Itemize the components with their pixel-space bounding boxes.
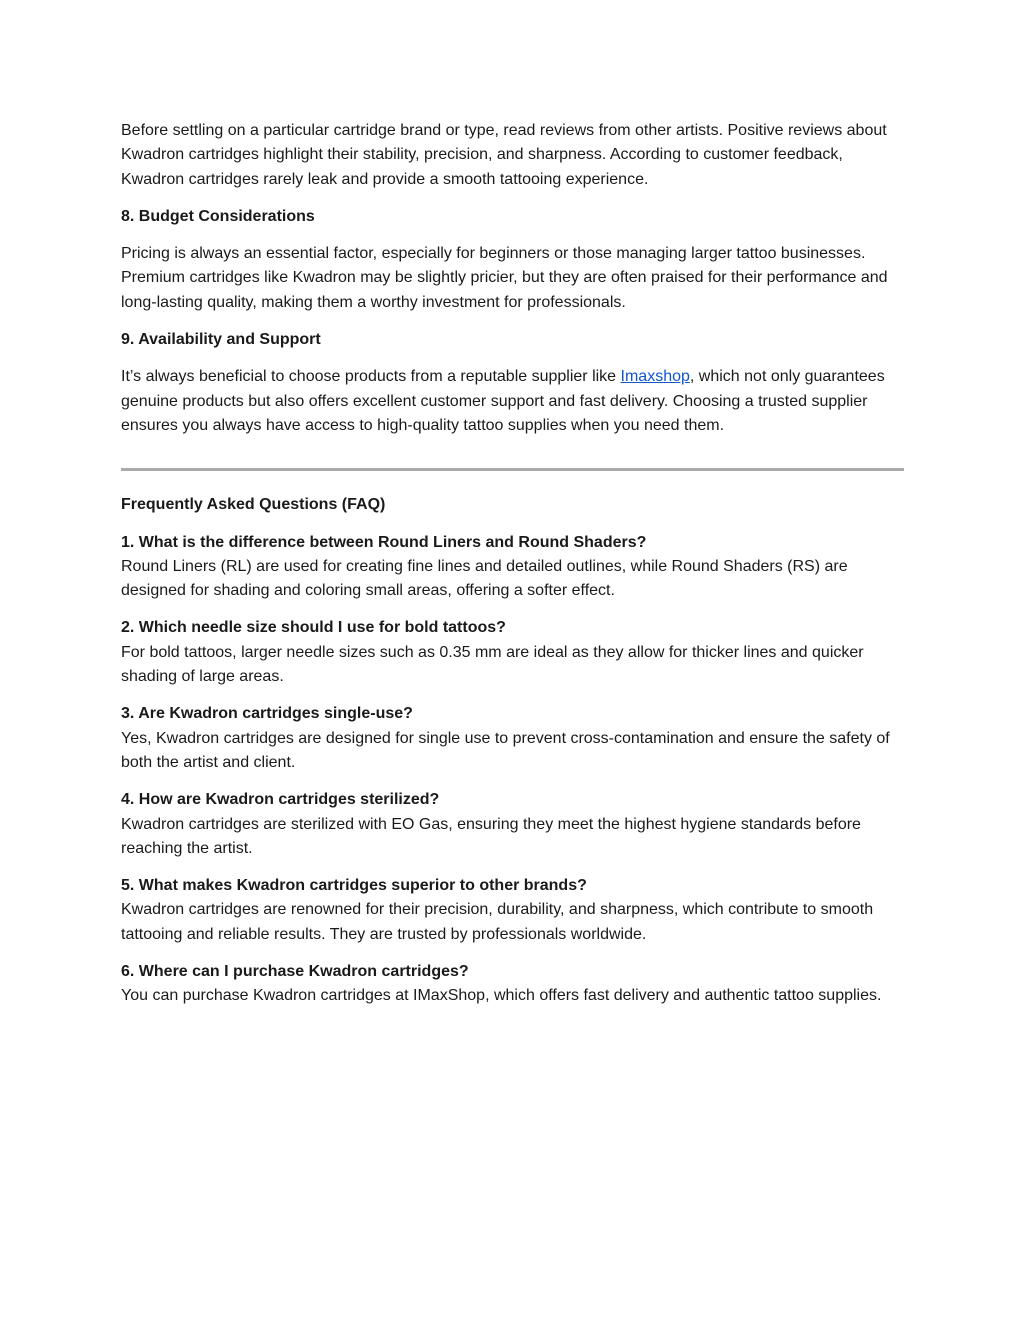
faq-answer: Kwadron cartridges are renowned for their precision, durability, and sharpness, which contribute to smooth tattooing and reliable results. They are trusted by professionals worldwide. <box>121 901 874 943</box>
horizontal-divider <box>121 468 904 471</box>
availability-text-after: , which not only guarantees genuine products but also offers excellent customer support and fast delivery. Choosing a trusted supplier ensures you always have access to high-quality tattoo supplies when you need them. <box>121 368 885 434</box>
availability-text-before: It’s always beneficial to choose products from a reputable supplier like <box>121 368 621 386</box>
faq-answer: For bold tattoos, larger needle sizes such as 0.35 mm are ideal as they allow for thicker lines and quicker shading of large areas. <box>121 643 864 686</box>
availability-heading: 9. Availability and Support <box>121 331 321 349</box>
faq-item-5 <box>121 874 906 947</box>
imaxshop-link[interactable]: Imaxshop <box>620 368 690 386</box>
faq-item-3 <box>121 702 906 775</box>
faq-answer: Kwadron cartridges are sterilized with EO Gas, ensuring they meet the highest hygiene standards before reaching the artist. <box>121 815 861 857</box>
faq-question: 2. Which needle size should I use for bold tattoos? <box>121 619 506 637</box>
faq-question: 6. Where can I purchase Kwadron cartridges? <box>121 963 469 981</box>
faq-title: Frequently Asked Questions (FAQ) <box>121 496 386 514</box>
availability-paragraph <box>121 365 906 438</box>
faq-answer: Round Liners (RL) are used for creating fine lines and detailed outlines, while Round Shaders (RS) are designed for shading and coloring small areas, offering a softer effect. <box>121 557 848 600</box>
faq-question: 4. How are Kwadron cartridges sterilized? <box>121 791 440 809</box>
faq-answer: You can purchase Kwadron cartridges at IMaxShop, which offers fast delivery and authentic tattoo supplies. <box>121 987 882 1005</box>
faq-item-6 <box>121 960 906 1009</box>
budget-heading: 8. Budget Considerations <box>121 207 315 225</box>
reviews-paragraph: Before settling on a particular cartridge brand or type, read reviews from other artists. Positive reviews about Kwadron cartridges highlight their stability, precision, and sharpness. According to customer feedback, Kwadron cartridges rarely leak and provide a smooth tattooing experience. <box>121 122 887 188</box>
faq-question: 3. Are Kwadron cartridges single-use? <box>121 705 413 723</box>
faq-question: 5. What makes Kwadron cartridges superior to other brands? <box>121 877 587 895</box>
faq-item-4 <box>121 788 906 861</box>
faq-question: 1. What is the difference between Round Liners and Round Shaders? <box>121 533 647 551</box>
faq-item-1 <box>121 531 906 604</box>
faq-answer: Yes, Kwadron cartridges are designed for single use to prevent cross-contamination and ensure the safety of both the artist and client. <box>121 729 890 771</box>
document-page <box>121 119 906 1022</box>
budget-paragraph: Pricing is always an essential factor, especially for beginners or those managing larger tattoo businesses. Premium cartridges like Kwadron may be slightly pricier, but they are often praised for their performance and long-lasting quality, making them a worthy investment for professionals. <box>121 245 888 311</box>
faq-item-2 <box>121 616 906 689</box>
